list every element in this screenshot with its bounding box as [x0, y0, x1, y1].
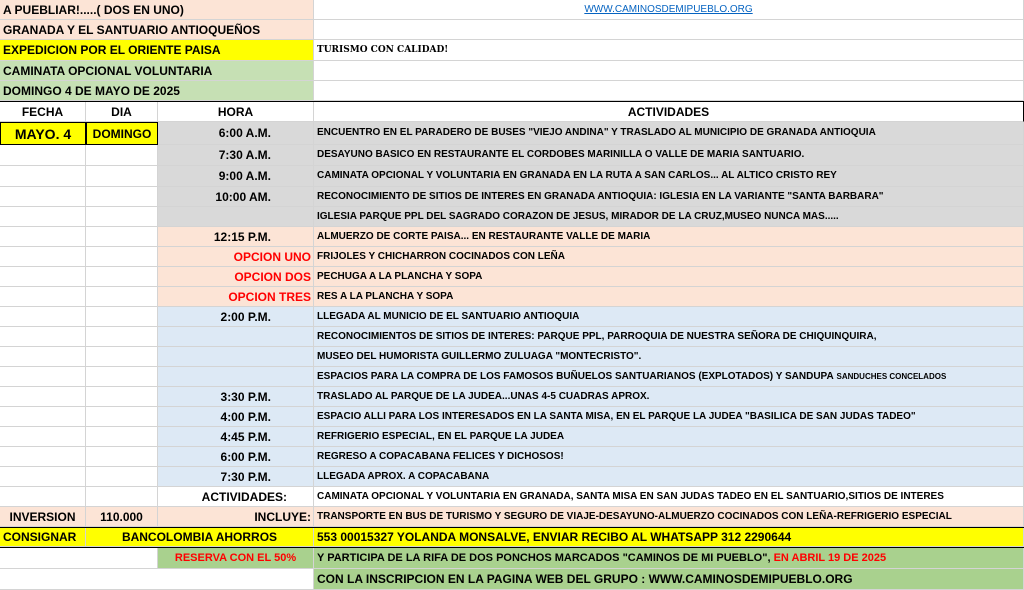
website-link[interactable]: WWW.CAMINOSDEMIPUEBLO.ORG — [314, 0, 1024, 20]
empty-cell[interactable] — [314, 61, 1024, 81]
schedule-row — [0, 207, 1024, 227]
actividad-cell[interactable] — [314, 367, 1024, 387]
actividad-note: SANDUCHES CONCELADOS — [836, 371, 947, 381]
col-dia[interactable]: DIA — [86, 102, 158, 122]
col-hora[interactable]: HORA — [158, 102, 314, 122]
actividad-cell[interactable]: LLEGADA APROX. A COPACABANA — [314, 467, 1024, 487]
actividad-text: ESPACIOS PARA LA COMPRA DE LOS FAMOSOS BUÑUELOS SANTUARIANOS (EXPLOTADOS) Y SANDUPA — [317, 370, 834, 382]
header-row-4 — [0, 61, 1024, 81]
empty-cell[interactable] — [86, 407, 158, 427]
empty-cell[interactable] — [0, 427, 86, 447]
schedule-row — [0, 367, 1024, 387]
reserva-row — [0, 548, 1024, 569]
empty-cell[interactable] — [86, 207, 158, 227]
reserva-cell[interactable]: RESERVA CON EL 50% — [158, 548, 314, 569]
consignar-label[interactable]: CONSIGNAR — [0, 528, 86, 547]
dia-cell[interactable]: DOMINGO — [86, 122, 158, 145]
actividad-cell[interactable]: ALMUERZO DE CORTE PAISA... EN RESTAURANTE VALLE DE MARIA — [314, 227, 1024, 247]
empty-cell[interactable] — [0, 367, 86, 387]
schedule-row — [0, 447, 1024, 467]
empty-cell[interactable] — [0, 447, 86, 467]
empty-cell[interactable] — [0, 287, 86, 307]
empty-cell[interactable] — [0, 227, 86, 247]
actividad-cell[interactable]: RES A LA PLANCHA Y SOPA — [314, 287, 1024, 307]
empty-cell[interactable] — [86, 287, 158, 307]
inscripcion-cell[interactable]: CON LA INSCRIPCION EN LA PAGINA WEB DEL GRUPO : WWW.CAMINOSDEMIPUEBLO.ORG — [314, 569, 1024, 590]
actividad-cell[interactable]: REGRESO A COPACABANA FELICES Y DICHOSOS! — [314, 447, 1024, 467]
empty-cell[interactable] — [0, 166, 86, 187]
hora-cell[interactable]: 4:45 P.M. — [158, 427, 314, 447]
col-fecha[interactable]: FECHA — [0, 102, 86, 122]
actividad-cell[interactable]: PECHUGA A LA PLANCHA Y SOPA — [314, 267, 1024, 287]
rifa-fecha: EN ABRIL 19 DE 2025 — [773, 551, 887, 564]
hora-cell[interactable]: 2:00 P.M. — [158, 307, 314, 327]
empty-cell[interactable] — [0, 207, 86, 227]
empty-cell[interactable] — [0, 467, 86, 487]
empty-cell[interactable] — [0, 548, 158, 569]
hora-cell[interactable] — [158, 327, 314, 347]
hora-cell[interactable] — [158, 367, 314, 387]
schedule-row — [0, 407, 1024, 427]
title-line-3[interactable]: EXPEDICION POR EL ORIENTE PAISA — [0, 40, 314, 61]
actividad-cell[interactable]: TRASLADO AL PARQUE DE LA JUDEA...UNAS 4-5 CUADRAS APROX. — [314, 387, 1024, 407]
empty-cell[interactable] — [86, 467, 158, 487]
inscripcion-row — [0, 569, 1024, 590]
schedule-row — [0, 145, 1024, 166]
empty-cell[interactable] — [86, 327, 158, 347]
actividades-summary-row — [0, 487, 1024, 507]
rifa-cell[interactable] — [314, 548, 1024, 569]
incluye-label[interactable]: INCLUYE: — [158, 507, 314, 527]
empty-cell[interactable] — [86, 307, 158, 327]
schedule-row — [0, 427, 1024, 447]
empty-cell[interactable] — [86, 387, 158, 407]
schedule-row — [0, 267, 1024, 287]
empty-cell[interactable] — [0, 247, 86, 267]
actividad-cell[interactable]: CAMINATA OPCIONAL Y VOLUNTARIA EN GRANADA EN LA RUTA A SAN CARLOS... AL ALTICO CRISTO REY — [314, 166, 1024, 187]
schedule-row — [0, 307, 1024, 327]
schedule-row — [0, 227, 1024, 247]
inversion-label[interactable]: INVERSION — [0, 507, 86, 527]
empty-cell[interactable] — [0, 569, 314, 590]
empty-cell[interactable] — [86, 187, 158, 207]
schedule-row — [0, 187, 1024, 207]
actividad-cell[interactable]: IGLESIA PARQUE PPL DEL SAGRADO CORAZON DE JESUS, MIRADOR DE LA CRUZ,MUSEO NUNCA MAS..... — [314, 207, 1024, 227]
title-line-5[interactable]: DOMINGO 4 DE MAYO DE 2025 — [0, 81, 314, 101]
title-line-4[interactable]: CAMINATA OPCIONAL VOLUNTARIA — [0, 61, 314, 81]
empty-cell[interactable] — [0, 307, 86, 327]
actividad-cell[interactable]: FRIJOLES Y CHICHARRON COCINADOS CON LEÑA — [314, 247, 1024, 267]
inversion-row — [0, 507, 1024, 527]
hora-cell[interactable] — [158, 207, 314, 227]
hora-cell[interactable]: 6:00 A.M. — [158, 122, 314, 145]
consignar-row — [0, 527, 1024, 548]
empty-cell[interactable] — [314, 81, 1024, 101]
col-actividades[interactable]: ACTIVIDADES — [314, 102, 1024, 122]
empty-cell[interactable] — [0, 407, 86, 427]
empty-cell[interactable] — [0, 327, 86, 347]
schedule-row — [0, 287, 1024, 307]
schedule-row — [0, 166, 1024, 187]
empty-cell[interactable] — [0, 487, 86, 507]
empty-cell[interactable] — [86, 227, 158, 247]
column-header-row — [0, 101, 1024, 122]
actividad-cell[interactable]: LLEGADA AL MUNICIO DE EL SANTUARIO ANTIOQUIA — [314, 307, 1024, 327]
hora-cell[interactable]: 6:00 P.M. — [158, 447, 314, 467]
inversion-value[interactable]: 110.000 — [86, 507, 158, 527]
hora-cell[interactable]: 3:30 P.M. — [158, 387, 314, 407]
actividad-cell[interactable]: RECONOCIMIENTO DE SITIOS DE INTERES EN GRANADA ANTIOQUIA: IGLESIA EN LA VARIANTE "SANTA BARBARA" — [314, 187, 1024, 207]
header-row-5 — [0, 81, 1024, 101]
empty-cell[interactable] — [86, 427, 158, 447]
hora-cell[interactable]: 7:30 A.M. — [158, 145, 314, 166]
actividad-cell[interactable]: MUSEO DEL HUMORISTA GUILLERMO ZULUAGA "MONTECRISTO". — [314, 347, 1024, 367]
actividades-summary[interactable]: CAMINATA OPCIONAL Y VOLUNTARIA EN GRANADA, SANTA MISA EN SAN JUDAS TADEO EN EL SANTUARIO,SITIOS DE INTERES — [314, 487, 1024, 507]
empty-cell[interactable] — [0, 267, 86, 287]
hora-cell[interactable] — [158, 347, 314, 367]
actividad-cell[interactable]: DESAYUNO BASICO EN RESTAURANTE EL CORDOBES MARINILLA O VALLE DE MARIA SANTUARIO. — [314, 145, 1024, 166]
empty-cell[interactable] — [0, 187, 86, 207]
empty-cell[interactable] — [0, 347, 86, 367]
actividades-label[interactable]: ACTIVIDADES: — [158, 487, 314, 507]
opcion-cell[interactable]: OPCION UNO — [158, 247, 314, 267]
rifa-text: Y PARTICIPA DE LA RIFA DE DOS PONCHOS MARCADOS "CAMINOS DE MI PUEBLO", — [317, 551, 771, 564]
hora-cell[interactable]: 10:00 AM. — [158, 187, 314, 207]
schedule-row — [0, 122, 1024, 145]
empty-cell[interactable] — [86, 247, 158, 267]
schedule-row — [0, 387, 1024, 407]
hora-cell[interactable]: 9:00 A.M. — [158, 166, 314, 187]
header-row-3 — [0, 40, 1024, 61]
title-line-2[interactable]: GRANADA Y EL SANTUARIO ANTIOQUEÑOS — [0, 20, 314, 40]
empty-cell[interactable] — [86, 145, 158, 166]
header-row-2 — [0, 20, 1024, 40]
empty-cell[interactable] — [86, 347, 158, 367]
banco-cell[interactable]: BANCOLOMBIA AHORROS — [86, 528, 314, 547]
actividad-cell[interactable]: ENCUENTRO EN EL PARADERO DE BUSES "VIEJO ANDINA" Y TRASLADO AL MUNICIPIO DE GRANADA ANTIOQUIA — [314, 122, 1024, 145]
empty-cell[interactable] — [314, 20, 1024, 40]
fecha-cell[interactable]: MAYO. 4 — [0, 122, 86, 145]
empty-cell[interactable] — [86, 166, 158, 187]
empty-cell[interactable] — [86, 267, 158, 287]
schedule-row — [0, 327, 1024, 347]
empty-cell[interactable] — [86, 367, 158, 387]
header-row-1 — [0, 0, 1024, 20]
empty-cell[interactable] — [0, 387, 86, 407]
slogan[interactable]: TURISMO CON CALIDAD! — [314, 40, 1024, 61]
empty-cell[interactable] — [86, 487, 158, 507]
cuenta-cell[interactable]: 553 00015327 YOLANDA MONSALVE, ENVIAR RECIBO AL WHATSAPP 312 2290644 — [314, 528, 1024, 547]
schedule-row — [0, 347, 1024, 367]
title-line-1[interactable]: A PUEBLIAR!.....( DOS EN UNO) — [0, 0, 314, 20]
schedule-row — [0, 247, 1024, 267]
incluye-value[interactable]: TRANSPORTE EN BUS DE TURISMO Y SEGURO DE VIAJE-DESAYUNO-ALMUERZO COCINADOS CON LEÑA-REFRIGERIO ESPECIAL — [314, 507, 1024, 527]
actividad-cell[interactable]: REFRIGERIO ESPECIAL, EN EL PARQUE LA JUDEA — [314, 427, 1024, 447]
schedule-row — [0, 467, 1024, 487]
hora-cell[interactable]: 7:30 P.M. — [158, 467, 314, 487]
actividad-cell[interactable]: RECONOCIMIENTOS DE SITIOS DE INTERES: PARQUE PPL, PARROQUIA DE NUESTRA SEÑORA DE CHIQUINQUIRA, — [314, 327, 1024, 347]
hora-cell[interactable]: 12:15 P.M. — [158, 227, 314, 247]
hora-cell[interactable]: 4:00 P.M. — [158, 407, 314, 427]
empty-cell[interactable] — [86, 447, 158, 467]
opcion-cell[interactable]: OPCION TRES — [158, 287, 314, 307]
opcion-cell[interactable]: OPCION DOS — [158, 267, 314, 287]
actividad-cell[interactable]: ESPACIO ALLI PARA LOS INTERESADOS EN LA SANTA MISA, EN EL PARQUE LA JUDEA "BASILICA DE SAN JUDAS TADEO" — [314, 407, 1024, 427]
empty-cell[interactable] — [0, 145, 86, 166]
